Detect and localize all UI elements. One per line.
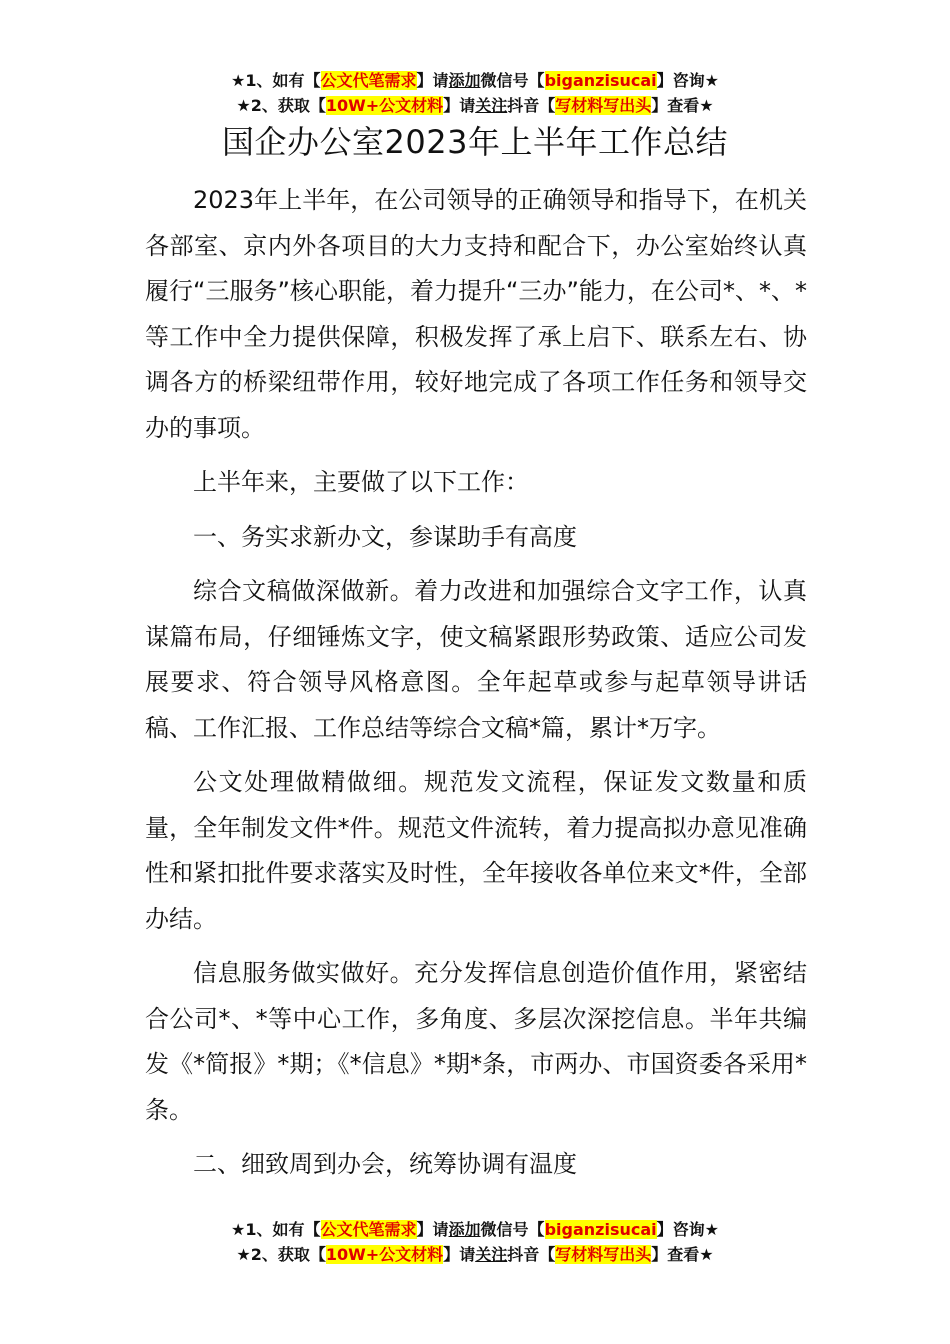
- document-title: 国企办公室2023年上半年工作总结: [222, 123, 728, 161]
- section-heading-1: 一、务实求新办文，参谋助手有高度: [193, 522, 577, 551]
- promo-text: ★2、获取【: [236, 96, 326, 115]
- promo-text: 抖音【: [507, 96, 556, 115]
- promo-text: ★1、如有【: [231, 1220, 321, 1239]
- paragraph-drafting: 综合文稿做深做新。着力改进和加强综合文字工作，认真谋篇布局，仔细锤炼文字，使文稿紧跟形势政策、适应公司发展要求、符合领导风格意图。全年起草或参与起草领导讲话稿、工作汇报、工作总结等综合文稿*篇，累计*万字。: [145, 577, 807, 742]
- promo-text: 】查看★: [651, 96, 714, 115]
- paragraph-intro: 2023年上半年，在公司领导的正确领导和指导下，在机关各部室、京内外各项目的大力支持和配合下，办公室始终认真履行“三服务”核心职能，着力提升“三办”能力，在公司*、*、*等工作中全力提供保障，积极发挥了承上启下、联系左右、协调各方的桥梁纽带作用，较好地完成了各项工作任务和领导交办的事项。: [145, 186, 807, 442]
- promo-text: 抖音【: [507, 1245, 556, 1264]
- section-heading-2: 二、细致周到办会，统筹协调有温度: [193, 1150, 577, 1178]
- promo-line-1: [0, 1217, 950, 1242]
- promo-line-1: [0, 68, 950, 93]
- promo-text: 】查看★: [651, 1245, 714, 1264]
- paragraph-document-handling: 公文处理做精做细。规范发文流程，保证发文数量和质量，全年制发文件*件。规范文件流转，着力提高拟办意见准确性和紧扣批件要求落实及时性，全年接收各单位来文*件，全部办结。: [145, 768, 807, 933]
- paragraph-information-service: 信息服务做实做好。充分发挥信息创造价值作用，紧密结合公司*、*等中心工作，多角度、多层次深挖信息。半年共编发《*简报》*期；《*信息》*期*条，市两办、市国资委各采用*条。: [145, 959, 807, 1124]
- promo-text: 】请: [443, 96, 476, 115]
- promo-wechat-id: biganzisucai: [544, 1220, 657, 1239]
- promo-emphasis: 添加: [448, 71, 481, 90]
- promo-text: 微信号【: [480, 71, 545, 90]
- promo-highlight: 公文代笔需求: [320, 71, 417, 90]
- document-body: [145, 178, 807, 1188]
- promo-highlight: 公文代笔需求: [320, 1220, 417, 1239]
- promo-header: [0, 68, 950, 118]
- promo-emphasis: 关注: [475, 96, 508, 115]
- promo-text: 】请: [416, 1220, 449, 1239]
- promo-text: 】请: [416, 71, 449, 90]
- promo-wechat-id: biganzisucai: [544, 71, 657, 90]
- promo-footer: [0, 1217, 950, 1267]
- promo-highlight: 10W+公文材料: [325, 96, 444, 115]
- promo-text: 】咨询★: [656, 71, 719, 90]
- promo-text: ★1、如有【: [231, 71, 321, 90]
- promo-line-2: [0, 93, 950, 118]
- promo-line-2: [0, 1242, 950, 1267]
- paragraph-summary-lead: 上半年来，主要做了以下工作：: [193, 468, 529, 496]
- promo-text: 】请: [443, 1245, 476, 1264]
- promo-emphasis: 关注: [475, 1245, 508, 1264]
- promo-emphasis: 添加: [448, 1220, 481, 1239]
- promo-highlight: 10W+公文材料: [325, 1245, 444, 1264]
- promo-text: 】咨询★: [656, 1220, 719, 1239]
- promo-douyin-id: 写材料写出头: [555, 1245, 652, 1264]
- promo-text: ★2、获取【: [236, 1245, 326, 1264]
- promo-douyin-id: 写材料写出头: [555, 96, 652, 115]
- promo-text: 微信号【: [480, 1220, 545, 1239]
